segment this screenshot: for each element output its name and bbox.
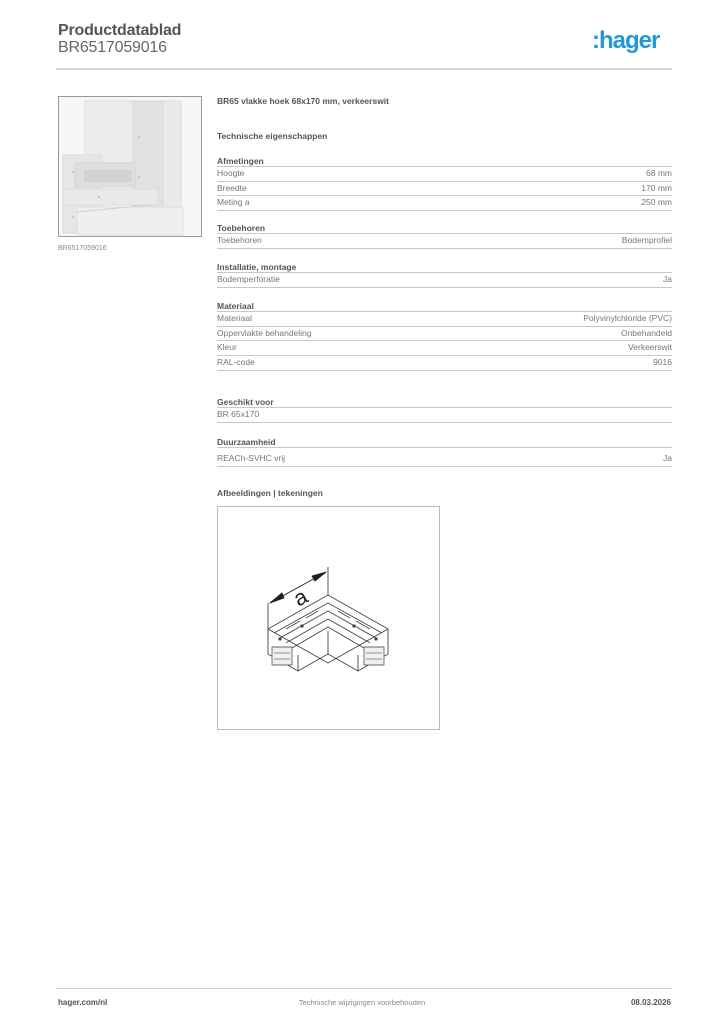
corner-dimension-drawing-icon bbox=[218, 507, 441, 731]
spec-row bbox=[217, 341, 672, 356]
section-heading: Afmetingen bbox=[217, 155, 672, 167]
footer-date: 08.03.2026 bbox=[630, 998, 671, 1007]
spec-row bbox=[217, 196, 672, 211]
section-afmetingen bbox=[217, 155, 672, 211]
spec-label: Kleur bbox=[217, 342, 237, 353]
spec-value: Polyvinylchloride (PVC) bbox=[583, 313, 672, 323]
footer-divider bbox=[56, 988, 672, 989]
spec-row bbox=[217, 273, 672, 288]
section-heading: Toebehoren bbox=[217, 222, 672, 234]
spec-row bbox=[217, 167, 672, 182]
section-materiaal bbox=[217, 300, 672, 371]
section-heading: Materiaal bbox=[217, 300, 672, 312]
product-title: BR65 vlakke hoek 68x170 mm, verkeerswit bbox=[217, 96, 390, 106]
technical-properties-title: Technische eigenschappen bbox=[217, 131, 328, 141]
product-photo bbox=[58, 96, 202, 237]
spec-label: Bodemperforatie bbox=[217, 274, 280, 284]
spec-row bbox=[217, 452, 672, 467]
website-link[interactable]: hager.com/nl bbox=[58, 998, 108, 1007]
article-number: BR6517059016 bbox=[58, 39, 167, 56]
spec-row bbox=[217, 327, 672, 342]
dimension-label: a bbox=[289, 583, 312, 612]
spec-label: Oppervlakte behandeling bbox=[217, 327, 312, 338]
spec-value: Bodemprofiel bbox=[621, 235, 672, 245]
spec-value: 250 mm bbox=[641, 197, 672, 208]
section-heading: Geschikt voor bbox=[217, 396, 672, 408]
spec-row bbox=[217, 408, 672, 423]
spec-label: Materiaal bbox=[217, 313, 252, 323]
product-photo-caption: BR6517059016 bbox=[58, 245, 107, 252]
footer-disclaimer: Technische wijzigingen voorbehouden bbox=[298, 998, 426, 1007]
spec-label: RAL-code bbox=[217, 357, 255, 368]
section-toebehoren bbox=[217, 222, 672, 249]
spec-label: Meting a bbox=[217, 197, 250, 208]
spec-value: 9016 bbox=[653, 357, 672, 368]
drawings-title: Afbeeldingen | tekeningen bbox=[217, 488, 323, 498]
hager-logo: :hager bbox=[592, 27, 660, 54]
spec-value: 170 mm bbox=[641, 182, 672, 193]
spec-label: Toebehoren bbox=[217, 235, 262, 245]
spec-value: Ja bbox=[663, 274, 672, 284]
spec-label: Hoogte bbox=[217, 168, 245, 178]
spec-label: REACh-SVHC vrij bbox=[217, 453, 286, 463]
spec-row bbox=[217, 234, 672, 249]
spec-value: Onbehandeld bbox=[620, 327, 672, 338]
section-installatie-montage bbox=[217, 261, 672, 288]
section-heading: Installatie, montage bbox=[217, 261, 672, 273]
technical-drawing bbox=[217, 506, 440, 730]
section-duurzaamheid bbox=[217, 436, 672, 467]
spec-row bbox=[217, 312, 672, 327]
spec-label: BR 65x170 bbox=[217, 409, 260, 419]
spec-label: Breedte bbox=[217, 182, 247, 193]
section-heading: Duurzaamheid bbox=[217, 436, 672, 448]
spec-value: 68 mm bbox=[646, 168, 672, 178]
cable-trunking-corner-photo-icon bbox=[59, 97, 202, 237]
section-geschikt-voor bbox=[217, 396, 672, 423]
header-divider bbox=[56, 68, 672, 70]
spec-value: Ja bbox=[663, 453, 672, 463]
spec-row bbox=[217, 182, 672, 197]
document-title: Productdatablad bbox=[58, 22, 182, 39]
spec-row bbox=[217, 356, 672, 371]
spec-value: Verkeerswit bbox=[628, 342, 672, 353]
